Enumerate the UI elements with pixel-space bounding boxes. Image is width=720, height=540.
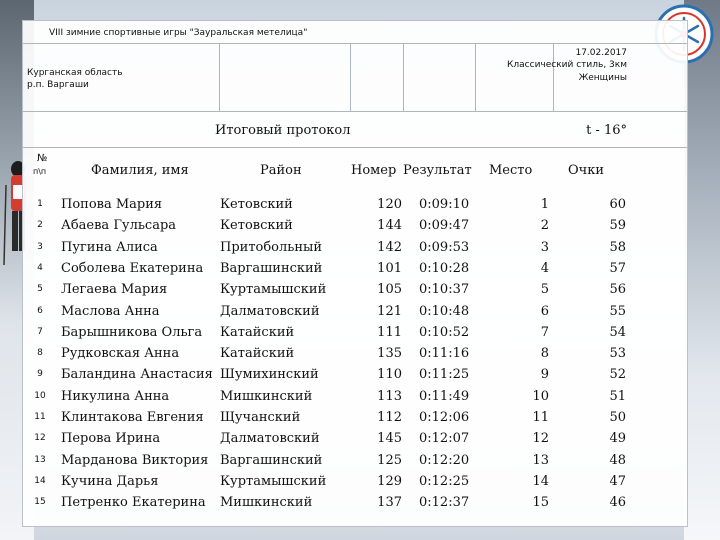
cell-bib: 101: [377, 260, 402, 276]
discipline-label: Классический стиль, 3км: [507, 60, 627, 70]
cell-result: 0:12:37: [419, 495, 470, 511]
cell-num: 3: [37, 241, 43, 252]
cell-district: Варгашинский: [220, 260, 323, 276]
cell-district: Куртамышский: [220, 282, 327, 298]
cell-place: 12: [532, 431, 549, 447]
cell-result: 0:10:28: [419, 260, 470, 276]
cell-place: 7: [540, 324, 549, 340]
cell-place: 14: [532, 473, 549, 489]
grid-line: [219, 43, 220, 111]
cell-name: Перова Ирина: [61, 431, 161, 447]
cell-bib: 125: [377, 452, 402, 468]
cell-points: 59: [609, 218, 626, 234]
cell-place: 2: [540, 218, 549, 234]
cell-result: 0:10:48: [419, 303, 470, 319]
col-header-district: Район: [260, 163, 302, 178]
cell-name: Петренко Екатерина: [61, 495, 206, 511]
cell-result: 0:10:52: [419, 324, 470, 340]
cell-place: 3: [540, 239, 549, 255]
region-label: Курганская область: [27, 68, 123, 78]
grid-line: [23, 147, 687, 148]
col-header-name: Фамилия, имя: [91, 163, 189, 178]
cell-bib: 105: [377, 282, 402, 298]
cell-result: 0:09:53: [419, 239, 470, 255]
cell-name: Абаева Гульсара: [61, 218, 177, 234]
cell-points: 57: [609, 260, 626, 276]
cell-points: 56: [609, 282, 626, 298]
grid-line: [403, 43, 404, 111]
cell-district: Кетовский: [220, 197, 293, 212]
col-header-points: Очки: [568, 163, 605, 178]
grid-line: [23, 43, 687, 44]
cell-points: 48: [609, 452, 626, 468]
cell-name: Барышникова Ольга: [61, 324, 203, 340]
cell-district: Варгашинский: [220, 452, 323, 468]
cell-place: 13: [532, 452, 549, 468]
cell-district: Шумихинский: [220, 367, 319, 383]
cell-name: Маслова Анна: [61, 303, 160, 319]
cell-district: Мишкинский: [220, 495, 313, 511]
cell-bib: 120: [377, 197, 402, 212]
cell-result: 0:12:25: [419, 473, 470, 489]
cell-num: 9: [37, 369, 43, 380]
cell-num: 7: [37, 326, 43, 337]
cell-name: Никулина Анна: [61, 388, 170, 404]
cell-district: Щучанский: [220, 410, 301, 425]
settlement-label: р.п. Варгаши: [27, 80, 89, 90]
col-header-place: Место: [489, 163, 533, 178]
grid-line: [350, 43, 351, 111]
cell-num: 13: [34, 454, 46, 465]
cell-district: Далматовский: [220, 431, 320, 447]
cell-name: Рудковская Анна: [61, 346, 180, 362]
cell-points: 50: [609, 410, 626, 425]
cell-place: 5: [540, 282, 549, 298]
cell-district: Далматовский: [220, 303, 320, 319]
cell-district: Катайский: [220, 324, 295, 340]
cell-district: Мишкинский: [220, 388, 313, 404]
cell-num: 12: [34, 433, 46, 444]
cell-place: 6: [540, 303, 549, 319]
cell-district: Куртамышский: [220, 473, 327, 489]
cell-num: 11: [34, 412, 46, 422]
temperature-label: t - 16°: [586, 123, 627, 138]
cell-result: 0:09:47: [419, 218, 470, 234]
event-title: VIII зимние спортивные игры "Зауральская метелица": [49, 28, 308, 38]
cell-place: 4: [540, 260, 549, 276]
cell-bib: 137: [377, 495, 402, 511]
cell-points: 55: [609, 303, 626, 319]
cell-place: 15: [532, 495, 549, 511]
grid-line: [23, 111, 687, 112]
cell-points: 60: [609, 197, 626, 212]
cell-bib: 110: [377, 367, 402, 383]
cell-num: 14: [34, 475, 46, 486]
cell-place: 9: [540, 367, 549, 383]
col-header-result: Результат: [403, 163, 472, 178]
cell-points: 54: [609, 324, 626, 340]
cell-points: 58: [609, 239, 626, 255]
cell-result: 0:12:07: [419, 431, 470, 447]
cell-name: Попова Мария: [61, 197, 163, 212]
cell-points: 51: [609, 388, 626, 404]
cell-name: Кучина Дарья: [61, 473, 159, 489]
cell-points: 47: [609, 473, 626, 489]
cell-name: Клинтакова Евгения: [61, 410, 204, 425]
cell-num: 5: [37, 284, 43, 295]
cell-name: Марданова Виктория: [61, 452, 209, 468]
cell-num: 4: [37, 262, 43, 273]
cell-points: 53: [609, 346, 626, 362]
cell-district: Катайский: [220, 346, 295, 362]
cell-result: 0:11:16: [419, 346, 470, 362]
cell-bib: 135: [377, 346, 402, 362]
cell-points: 52: [609, 367, 626, 383]
cell-bib: 112: [377, 410, 402, 425]
cell-place: 11: [532, 410, 549, 425]
cell-points: 46: [609, 495, 626, 511]
cell-district: Притобольный: [220, 239, 323, 255]
cell-num: 1: [37, 199, 43, 209]
cell-place: 1: [540, 197, 549, 212]
cell-place: 8: [540, 346, 549, 362]
col-header-num-sub: п\п: [33, 167, 47, 176]
background-right-photo: [684, 0, 720, 540]
protocol-title: Итоговый протокол: [215, 123, 351, 138]
cell-result: 0:09:10: [419, 197, 470, 212]
cell-bib: 144: [377, 218, 402, 234]
grid-line: [553, 43, 554, 111]
category-label: Женщины: [578, 73, 627, 83]
cell-num: 10: [34, 390, 46, 401]
protocol-sheet: [22, 20, 688, 527]
cell-bib: 145: [377, 431, 402, 447]
cell-num: 15: [34, 497, 46, 508]
cell-bib: 111: [377, 324, 402, 340]
cell-name: Баландина Анастасия: [61, 367, 213, 383]
cell-result: 0:11:49: [419, 388, 470, 404]
cell-result: 0:12:20: [419, 452, 470, 468]
cell-bib: 142: [377, 239, 402, 255]
cell-bib: 121: [377, 303, 402, 319]
cell-name: Пугина Алиса: [61, 239, 158, 255]
col-header-bib: Номер: [351, 163, 397, 178]
grid-line: [475, 43, 476, 111]
cell-district: Кетовский: [220, 218, 293, 234]
cell-name: Легаева Мария: [61, 282, 168, 298]
event-date: 17.02.2017: [575, 48, 627, 58]
cell-result: 0:10:37: [419, 282, 470, 298]
cell-num: 6: [37, 305, 43, 316]
cell-place: 10: [532, 388, 549, 404]
cell-result: 0:12:06: [419, 410, 470, 425]
cell-result: 0:11:25: [419, 367, 470, 383]
cell-bib: 129: [377, 473, 402, 489]
cell-points: 49: [609, 431, 626, 447]
cell-num: 8: [37, 348, 43, 359]
cell-bib: 113: [377, 388, 402, 404]
col-header-num: №: [37, 153, 48, 164]
cell-name: Соболева Екатерина: [61, 260, 204, 276]
cell-num: 2: [37, 220, 43, 231]
